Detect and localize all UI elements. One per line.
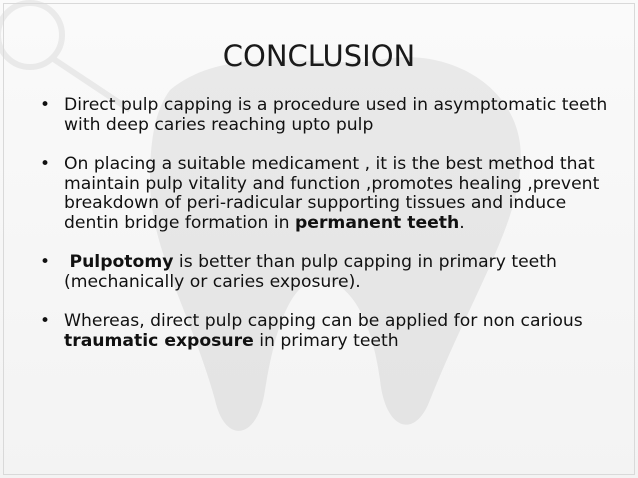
bullet-bold-text: permanent teeth: [294, 212, 460, 233]
slide-title: CONCLUSION: [222, 39, 416, 73]
bullet-symbol: •: [40, 252, 51, 272]
bullet-bold-text: Pulpotomy: [69, 252, 174, 272]
bullet-item: [40, 253, 610, 292]
bullet-item: [40, 312, 610, 351]
bullet-bold-text: traumatic exposure: [64, 330, 254, 351]
bullet-text-end: .: [459, 212, 465, 233]
bullet-list: [40, 96, 610, 371]
bullet-text: On placing a suitable medicament , it is the best method that maintain pulp vitality and function ,promotes healing ,prevent breakdown of peri-radicular supporting tissues and induce dentin bridge formation in: [64, 154, 600, 233]
bullet-text-end: is better than pulp capping in primary teeth (mechanically or caries exposure).: [64, 252, 557, 292]
bullet-symbol: •: [40, 311, 51, 331]
bullet-symbol: •: [40, 95, 51, 115]
bullet-text-end: in primary teeth: [253, 330, 399, 351]
bullet-text: Whereas, direct pulp capping can be applied for non carious: [64, 311, 583, 331]
bullet-item: [40, 155, 610, 233]
bullet-item: [40, 96, 610, 135]
bullet-text: Direct pulp capping is a procedure used in asymptomatic teeth with deep caries reaching upto pulp: [64, 95, 608, 135]
bullet-symbol: •: [40, 154, 51, 174]
